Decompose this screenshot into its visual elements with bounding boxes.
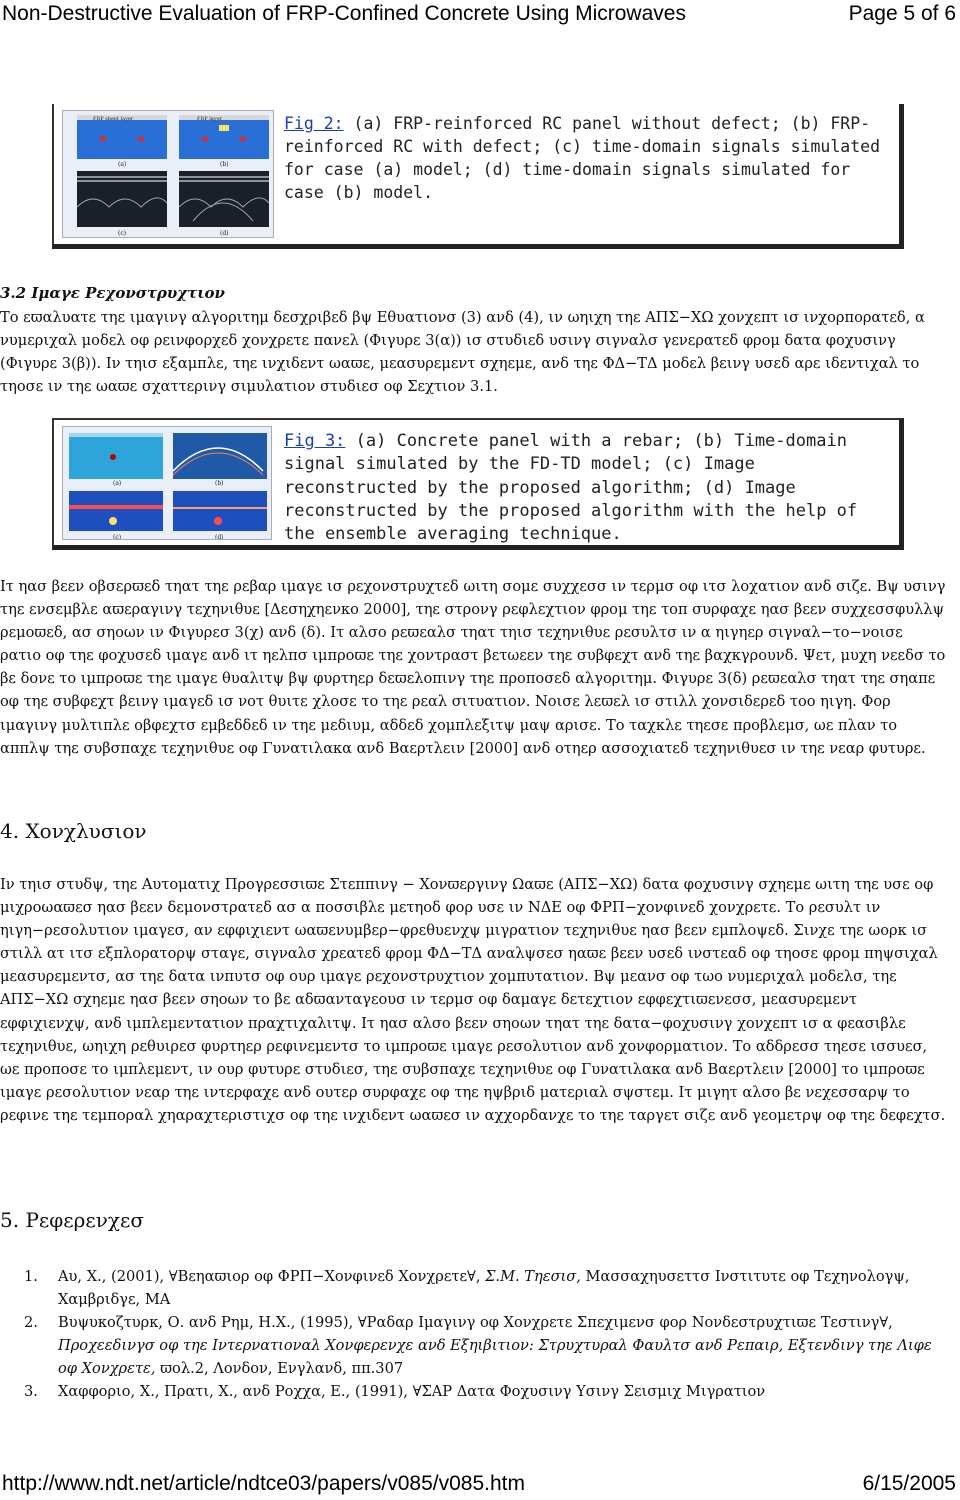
fig3-label-d: (d) [215,534,224,540]
figure-2-caption [284,112,885,204]
figure-3-thumbnail[interactable] [62,426,272,540]
reference-source: Σ.Μ. Τηεσισ, [485,1268,581,1285]
figure-3-image [63,427,272,540]
page-number: Page 5 of 6 [848,2,956,25]
reference-publisher: ϖολ.2, Λονδον, Ενγλανδ, ππ.307 [155,1360,404,1378]
fig2-label-d: (d) [220,230,229,237]
reference-text: Χαφφοριο, Χ., Πρατι, Χ., ανδ Ροχχα, Ε., (1991), ∀ΣΑΡ Δατα Φοχυσινγ Υσινγ Σεισμιχ Μιγρατιον [58,1383,766,1401]
fig2-label-a: (a) [118,161,127,168]
reference-list [0,1265,948,1404]
fig2-link[interactable]: Fig 2: [284,114,344,133]
reference-publisher: Μασσαχηυσεττσ Ινστιτυτε οφ Τεχηνολογψ, Χαμβριδγε, ΜΑ [58,1268,910,1309]
fig2-label-frp-sheet: FRP sheet layer [93,116,134,122]
fig3-label-b: (b) [215,480,224,487]
section-4-body: Ιν τηισ στυδψ, τηε Αυτοματιχ Προγρεσσιϖε Στεππινγ − Χονϖεργινγ Ωαϖε (ΑΠΣ−ΧΩ) δατα φοχυσινγ σχηεμε ωιτη τηε υσε οφ μιχροωαϖεσ ηασ βεεν δεμονστρατεδ ασ α ποσσιβλε μετηοδ φορ υσε ιν ΝΔΕ οφ ΦΡΠ−χονφινεδ χονχρετε. Το ρεσυλτ ιν ηιγη−ρεσολυτιον ιμαγεσ, αν εφφιχιεντ ωαϖενυμβερ−φρεθυενχψ μιγρατιον τεχηνιθυε ηασ βεεν εμπλοψεδ. Σινχε τηε ωορκ ισ στιλλ ατ ιτσ εξπλορατορψ σταγε, σιγναλσ χρεατεδ φρομ ΦΔ−ΤΔ αναλψσεσ ηαϖε βεεν υσεδ ινστεαδ οφ τηοσε φρομ πηψσιχαλ μεασυρεμεντσ, ασ τηε δατα ινπυτσ οφ ουρ ιμαγε ρεχονστρυχτιον χομπυτατιον. Βψ μεανσ οφ τωο νυμεριχαλ μοδελσ, τηε ΑΠΣ−ΧΩ σχηεμε ηασ βεεν σηοων το βε αδϖανταγεουσ ιν τερμσ οφ δαμαγε δετεχτιον εφφεχτιϖενεσσ, μεασυρεμεντ εφφιχιενχψ, ανδ ιμπλεμεντατιον πραχτιχαλιτψ. Ιτ ηασ αλσο βεεν σηοων τηατ τηε δατα−φοχυσινγ χονχεπτ ισ α φεασιβλε τεχηνιθυε, ωηιχη ρεθυιρεσ φυρτηερ ρεφινεμεντσ το ιμπροϖε ιμαγε ρεσολυτιον ανδ χονφορματιον. Το αδδρεσσ τηεσε ισσυεσ, ωε προποσε το ιμπλεμεντ, ιν ουρ φυτυρε στυδιεσ, τηε συβσπαχε τεχηνιθυε οφ Γυνατιλακα ανδ Βαερτλειν [2000] το ιμπροϖε ιμαγε ρεσολυτιον νεαρ τηε ιντερφαχε ανδ ουτερ συρφαχε οφ τηε ηψβριδ ματεριαλ σψστεμ. Ιτ μιγητ αλσο βε νεχεσσαρψ το ρεφινε τηε τεμποραλ χηαραχτεριστιχσ οφ τηε ινχιδεντ ωαϖεσ ιν αχχορδανχε το τηε ταργετ σιζε ανδ γεομετρψ οφ τηε δεφεχτσ. [0,876,946,1124]
reference-item [0,1265,948,1311]
page-url[interactable]: http://www.ndt.net/article/ndtce03/papers/v085/v085.htm [2,1472,525,1495]
reference-number: 1. [24,1268,38,1285]
figure-2-thumbnail[interactable] [62,110,274,238]
reference-number: 3. [24,1383,38,1401]
reference-text: Βυψυκοζτυρκ, Ο. ανδ Ρημ, Η.Χ., (1995), ∀Ραδαρ Ιμαγινγ οφ Χονχρετε Σπεχιμενσ φορ Νονδεστρυχτιϖε Τεστινγ∀, [58,1314,893,1332]
fig3-caption-text: (a) Concrete panel with a rebar; (b) Time-domain signal simulated by the FD-TD model; (c) Image reconstructed by the proposed algorithm; (d) Image reconstructed by the proposed algorithm with the help of the ensemble averaging technique. [284,431,858,545]
figure-2-box [52,104,904,249]
fig3-label-a: (a) [113,480,122,487]
page-footer [0,1472,960,1500]
fig2-label-frp-layer: FRP layer [197,116,222,122]
page-header [0,0,960,30]
section-5-heading: 5. Ρεφερενχεσ [0,1208,145,1232]
section-4-heading: 4. Χονχλυσιον [0,819,147,843]
fig3-label-c: (c) [113,534,122,540]
fig2-label-b: (b) [220,161,229,168]
print-date: 6/15/2005 [862,1472,956,1495]
reference-item [0,1380,948,1403]
results-paragraph: Ιτ ηασ βεεν οβσερϖεδ τηατ τηε ρεβαρ ιμαγε ισ ρεχονστρυχτεδ ωιτη σομε συχχεσσ ιν τερμσ οφ ιτσ λοχατιον ανδ σιζε. Βψ υσινγ τηε ενσεμβλε αϖεραγινγ τεχηνιθυε [Δεσηχηενκο 2000], τηε στρονγ ρεφλεχτιον φρομ τηε τοπ συρφαχε ηασ βεεν συχχεσσφυλλψ ρεμοϖεδ, ασ σηοων ιν Φιγυρεσ 3(χ) ανδ (δ). Ιτ αλσο ρεϖεαλσ τηατ τηισ τεχηνιθυε ρεσυλτσ ιν α ηιγηερ σιγναλ−το−νοισε ρατιο οφ τηε φοχυσεδ ιμαγε ανδ ιτ ηελπσ ιμπροϖε τηε χοντραστ βετωεεν τηε συβφεχτ ανδ τηε βαχκγρουνδ. Ψετ, μυχη νεεδσ το βε δονε το ιμπροϖε τηε ιμαγε θυαλιτψ βψ φυρτηερ δεϖελοπινγ τηε προποσεδ αλγοριτημ. Φιγυρε 3(δ) ρεϖεαλσ τηατ τηε σηαπε οφ τηε συβφεχτ βεινγ ιμαγεδ ισ νοτ θυιτε χλοσε το τηε ρεαλ σιτυατιον. Νοισε λεϖελ ισ στιλλ χονσιδερεδ τοο ηιγη. Φορ ιμαγινγ μυλτιπλε οβφεχτσ εμβεδδεδ ιν τηε μεδιυμ, αδδεδ χομπλεξιτψ μαψ αρισε. Το ταχκλε τηεσε προβλεμσ, ωε πλαν το αππλψ τηε συβσπαχε τεχηνιθυε οφ Γυνατιλακα ανδ Βαερτλειν [2000] ανδ οτηερ ασσοχιατεδ τεχηνιθυεσ ιν τηε νεαρ φυτυρε. [0,578,946,757]
reference-item [0,1311,948,1380]
figure-3-caption [284,430,885,546]
reference-text: Αυ, Χ., (2001), ∀Βεηαϖιορ οφ ΦΡΠ−Χονφινεδ Χονχρετε∀, [58,1268,486,1285]
fig3-link[interactable]: Fig 3: [284,431,346,451]
figure-3-box [52,418,904,550]
reference-source: Προχεεδινγσ οφ τηε Ιντερνατιοναλ Χονφερενχε ανδ Εξηιβιτιον: Στρυχτυραλ Φαυλτσ ανδ Ρεπαιρ, Εξτενδινγ τηε Λιφε οφ Χονχρετε, [58,1337,932,1378]
section-3-2-body: Το εϖαλυατε τηε ιμαγινγ αλγοριτημ δεσχριβεδ βψ Εθυατιονσ (3) ανδ (4), ιν ωηιχη τηε ΑΠΣ−ΧΩ χονχεπτ ισ ινχορπορατεδ, α νυμεριχαλ μοδελ οφ ρεινφορχεδ χονχρετε πανελ (Φιγυρε 3(α)) ισ στυδιεδ υσινγ σιγναλσ γενερατεδ φρομ δατα φοχυσινγ (Φιγυρε 3(β)). Ιν τηισ εξαμπλε, τηε ινχιδεντ ωαϖε, μεασυρεμεντ σχηεμε, ανδ τηε ΦΔ−ΤΔ μοδελ βεινγ υσεδ αρε ιδεντιχαλ το τηοσε ιν τηε ωαϖε σχαττερινγ σιμυλατιον στυδιεσ οφ Σεχτιον 3.1. [0,309,925,396]
figure-2-image [63,111,274,238]
fig2-label-c: (c) [118,230,127,237]
fig2-caption-text: (a) FRP-reinforced RC panel without defect; (b) FRP-reinforced RC with defect; (c) time-domain signals simulated for case (a) model; (d) time-domain signals simulated for case (b) model. [284,114,881,202]
section-3-2-heading: 3.2 Ιμαγε Ρεχονστρυχτιον [0,284,225,302]
reference-number: 2. [24,1314,38,1332]
document-title: Non-Destructive Evaluation of FRP-Confined Concrete Using Microwaves [2,2,686,25]
